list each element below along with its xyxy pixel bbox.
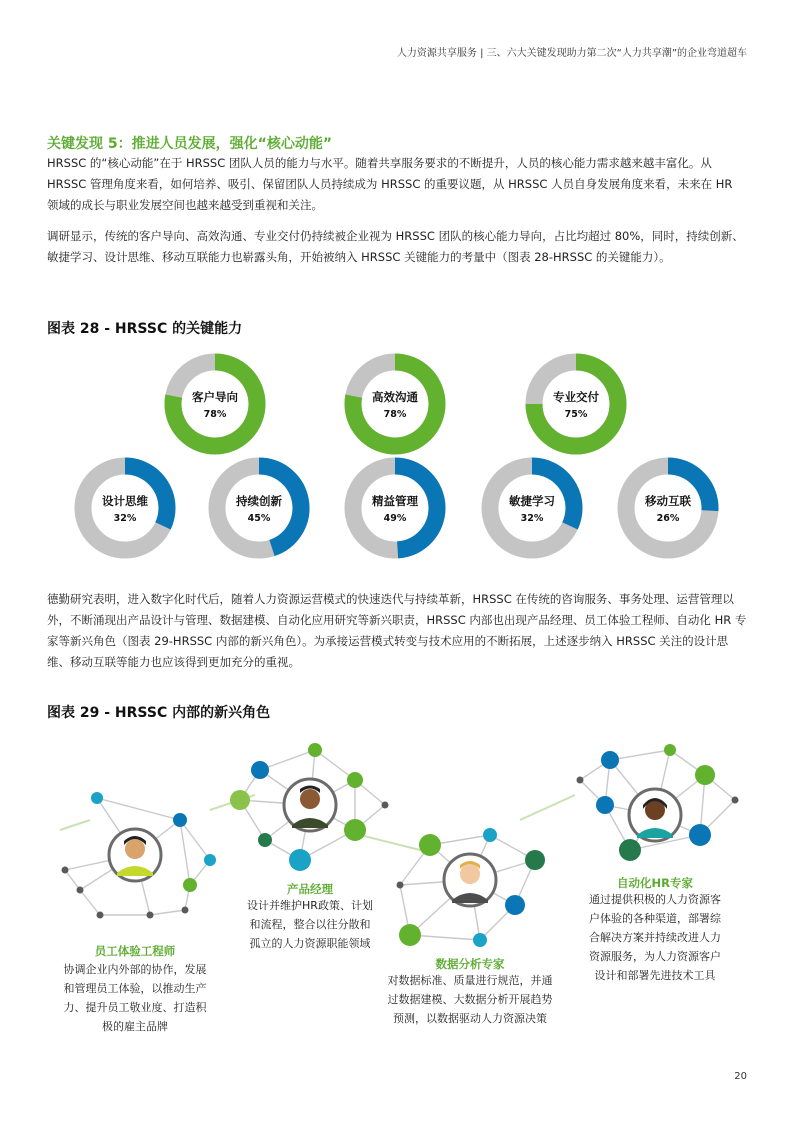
donut-label: 客户导向 (192, 390, 238, 404)
donut-item (525, 353, 627, 455)
donut-value: 78% (383, 409, 407, 420)
role-name-employee-experience-engineer: 员工体验工程师 (94, 944, 176, 958)
role-description-line: 孤立的人力资源职能领域 (249, 937, 371, 950)
donut-value: 78% (203, 409, 227, 420)
role-description (45, 960, 225, 1036)
donut-value: 45% (247, 513, 271, 524)
role-description (565, 890, 745, 985)
paragraph-2: 调研显示，传统的客户导向、高效沟通、专业交付仍持续被企业视为 HRSSC 团队的核心能力导向，占比均超过 80%，同时，持续创新、敏捷学习、设计思维、移动互联能力也崭露头角，开始被纳入 HRSSC 关键能力的考量中（图表 28-HRSSC 的关键能力）。 (47, 229, 744, 264)
donut-value: 26% (656, 513, 680, 524)
role-description-line: 极的雇主品牌 (102, 1020, 168, 1033)
donut-item (344, 457, 446, 559)
donut-item (74, 457, 176, 559)
donut-item (481, 457, 583, 559)
role-description-line: 设计并维护HR政策、计划 (247, 899, 373, 912)
donut-value: 32% (520, 513, 544, 524)
donut-label: 敏捷学习 (509, 494, 555, 508)
avatar-data-analyst (444, 854, 496, 906)
donut-label: 精益管理 (372, 494, 418, 508)
role-description-line: 力、提升员工敬业度、打造积 (63, 1001, 207, 1014)
role-name-product-manager: 产品经理 (287, 882, 333, 896)
role-description-line: 协调企业内外部的协作，发展 (63, 963, 207, 976)
role-description-line: 合解决方案并持续改进人力 (589, 931, 721, 944)
role-description-line: 对数据标准、质量进行规范，并通 (387, 974, 553, 987)
donut-item (208, 457, 310, 559)
role-name-data-analyst: 数据分析专家 (435, 957, 505, 971)
page-number: 20 (734, 1071, 747, 1082)
donut-label: 移动互联 (645, 494, 691, 508)
figure-28-title: 图表 28 - HRSSC 的关键能力 (47, 321, 243, 337)
role-description-line: 通过提供积极的人力资源客 (589, 893, 721, 906)
donut-label: 持续创新 (236, 494, 282, 508)
avatar-employee-experience-engineer (109, 829, 161, 881)
running-header: 人力资源共享服务 | 三、六大关键发现助力第二次“人力共享潮”的企业弯道超车 (396, 48, 747, 59)
section-title: 关键发现 5：推进人员发展，强化“核心动能” (47, 136, 333, 152)
donut-value: 49% (383, 513, 407, 524)
avatar-automation-hr-expert (629, 789, 681, 841)
donut-label: 设计思维 (102, 494, 148, 508)
donut-value: 75% (564, 409, 588, 420)
paragraph-3: 德勤研究表明，进入数字化时代后，随着人力资源运营模式的快速迭代与持续革新，HRSSC 在传统的咨询服务、事务处理、运营管理以外，不断涌现出产品设计与管理、数据建模、自动化应用研究等新兴职责，HRSSC 内部也出现产品经理、员工体验工程师、自动化 HR 专家等新兴角色（图表 29-HRSSC 内部的新兴角色）。为承接运营模式转变与技术应用的不断拓展，上述逐步纳入 HRSSC 关注的设计思维、移动互联等能力也应该得到更加充分的重视。 (47, 592, 747, 669)
paragraph-1: HRSSC 的“核心动能”在于 HRSSC 团队人员的能力与水平。随着共享服务要求的不断提升，人员的核心能力需求越来越丰富化。从 HRSSC 管理角度来看，如何培养、吸引、保留团队人员持续成为 HRSSC 的重要议题，从 HRSSC 人员自身发展角度来看，未来在 HR 领域的成长与职业发展空间也越来越受到重视和关注。 (47, 156, 733, 212)
figure-29-title: 图表 29 - HRSSC 内部的新兴角色 (47, 705, 271, 721)
donut-item (617, 457, 719, 559)
role-description-line: 和管理员工体验，以推动生产 (63, 982, 207, 995)
role-description (365, 971, 575, 1028)
donut-value: 32% (113, 513, 137, 524)
donut-item (344, 353, 446, 455)
donut-label: 专业交付 (553, 390, 599, 404)
donut-item (164, 353, 266, 455)
avatar-product-manager (284, 779, 336, 831)
role-description-line: 设计和部署先进技术工具 (594, 969, 716, 982)
donut-label: 高效沟通 (372, 390, 418, 404)
role-description-line: 资源服务，为人力资源客户 (589, 950, 721, 963)
role-description (225, 896, 395, 953)
role-description-line: 过数据建模、大数据分析开展趋势 (387, 993, 553, 1006)
role-description-line: 预测，以数据驱动人力资源决策 (393, 1012, 547, 1025)
role-description-line: 和流程，整合以往分散和 (249, 918, 371, 931)
role-name-automation-hr-expert: 自动化HR专家 (617, 876, 693, 890)
role-description-line: 户体验的各种渠道，部署综 (589, 912, 721, 925)
